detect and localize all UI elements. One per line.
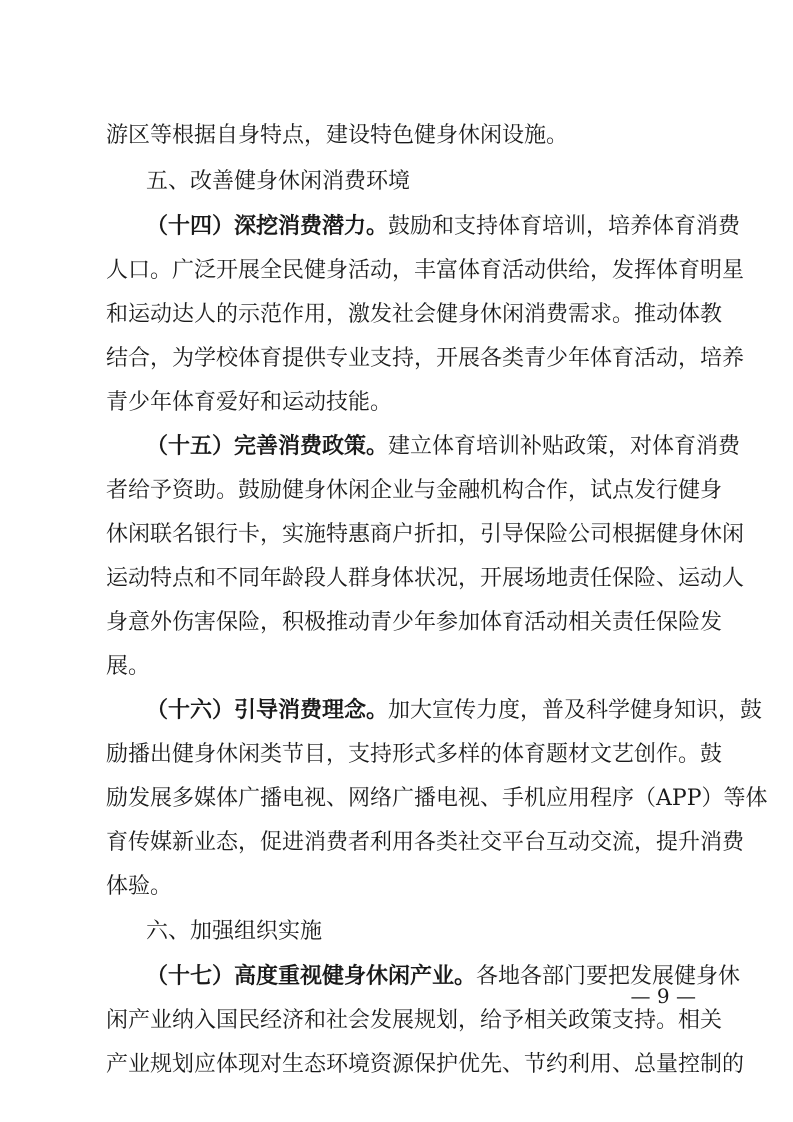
paragraph-first-line: （十五）完善消费政策。建立体育培训补贴政策，对体育消费 [146, 434, 741, 459]
body-line: 者给予资助。鼓励健身休闲企业与金融机构合作，试点发行健身 [106, 478, 723, 503]
paragraph-lead: （十七）高度重视健身休闲产业。 [146, 964, 477, 989]
body-line: 励播出健身休闲类节目，支持形式多样的体育题材文艺创作。鼓 [106, 742, 723, 767]
body-line: 青少年体育爱好和运动技能。 [106, 390, 393, 415]
section-heading: 五、改善健身休闲消费环境 [146, 169, 411, 194]
body-line: 励发展多媒体广播电视、网络广播电视、手机应用程序（APP）等体 [106, 786, 768, 811]
body-line: 人口。广泛开展全民健身活动，丰富体育活动供给，发挥体育明星 [106, 258, 745, 283]
body-line: 休闲联名银行卡，实施特惠商户折扣，引导保险公司根据健身休闲 [106, 522, 745, 547]
body-line: 展。 [106, 654, 151, 679]
paragraph-first-line: （十七）高度重视健身休闲产业。各地各部门要把发展健身休 [146, 964, 741, 989]
page-number: — 9 — [630, 984, 696, 1008]
body-line: 运动特点和不同年龄段人群身体状况，开展场地责任保险、运动人 [106, 566, 745, 591]
body-line: 闲产业纳入国民经济和社会发展规划，给予相关政策支持。相关 [106, 1008, 723, 1033]
paragraph-lead: （十五）完善消费政策。 [146, 434, 389, 459]
body-line: 体验。 [106, 874, 173, 899]
section-heading: 六、加强组织实施 [146, 919, 323, 944]
body-line: 产业规划应体现对生态环境资源保护优先、节约利用、总量控制的 [106, 1052, 745, 1077]
paragraph-first-line: （十四）深挖消费潜力。鼓励和支持体育培训，培养体育消费 [146, 214, 741, 239]
body-line: 身意外伤害保险，积极推动青少年参加体育活动相关责任保险发 [106, 610, 723, 635]
paragraph-lead: （十四）深挖消费潜力。 [146, 214, 389, 239]
paragraph-first-line: （十六）引导消费理念。加大宣传力度，普及科学健身知识，鼓 [146, 698, 763, 723]
body-line: 游区等根据自身特点，建设特色健身休闲设施。 [106, 123, 569, 148]
body-line: 育传媒新业态，促进消费者利用各类社交平台互动交流，提升消费 [106, 830, 745, 855]
paragraph-lead: （十六）引导消费理念。 [146, 698, 389, 723]
body-line: 和运动达人的示范作用，激发社会健身休闲消费需求。推动体教 [106, 302, 723, 327]
body-line: 结合，为学校体育提供专业支持，开展各类青少年体育活动，培养 [106, 346, 745, 371]
